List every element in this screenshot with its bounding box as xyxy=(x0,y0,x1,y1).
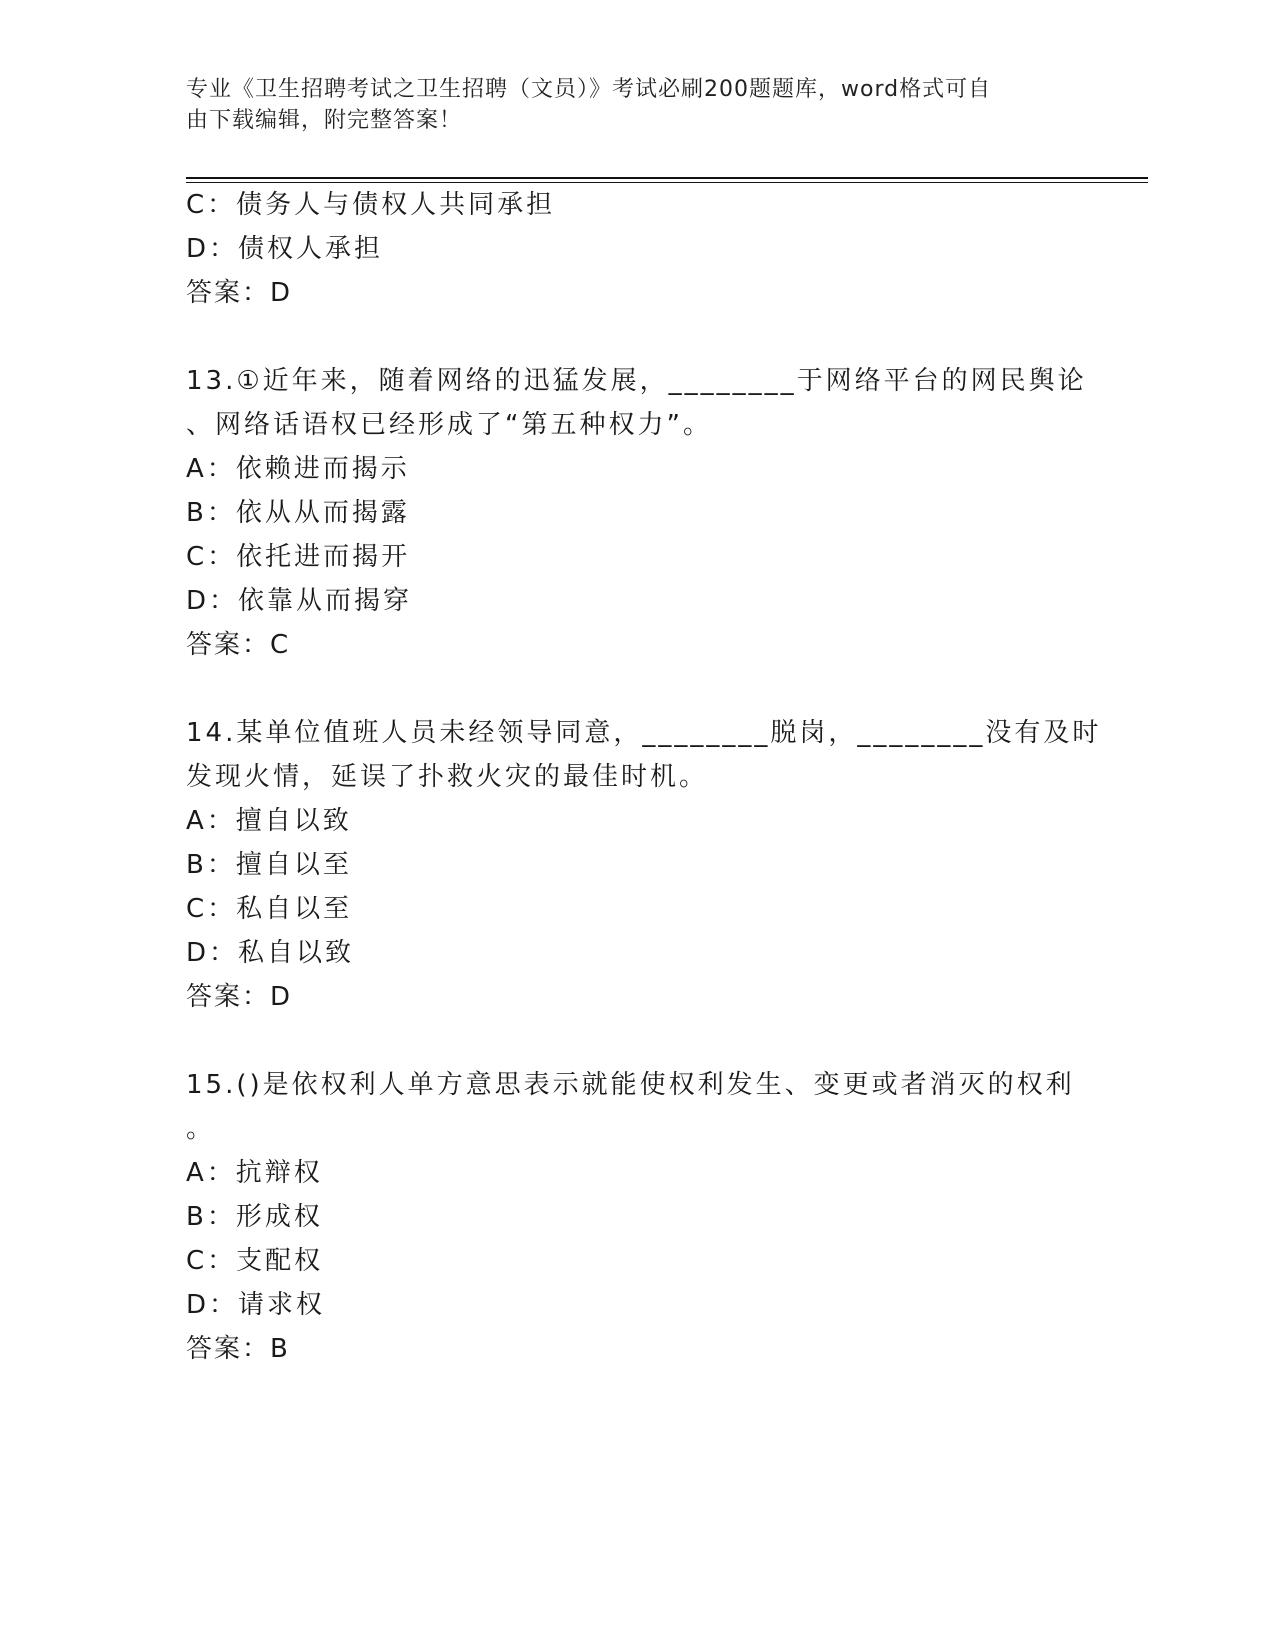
q15-answer: 答案：B xyxy=(186,1334,290,1364)
document-header xyxy=(186,74,1066,136)
q13-option-b: B：依从从而揭露 xyxy=(186,498,410,528)
q15-option-a: A：抗辩权 xyxy=(186,1158,323,1188)
q13-option-c: C：依托进而揭开 xyxy=(186,542,411,572)
q14-option-a: A：擅自以致 xyxy=(186,806,352,836)
header-line-2: 由下载编辑，附完整答案！ xyxy=(186,108,463,133)
q14-stem-line-2: 发现火情，延误了扑救火灾的最佳时机。 xyxy=(186,762,709,792)
q14-option-d: D：私自以致 xyxy=(186,938,355,968)
q15-stem-line-2: 。 xyxy=(186,1114,216,1144)
q14-answer: 答案：D xyxy=(186,982,293,1012)
q15-stem-line-1: 15.()是依权利人单方意思表示就能使权利发生、变更或者消灭的权利 xyxy=(186,1070,1075,1100)
q13-answer: 答案：C xyxy=(186,630,291,660)
q14-option-b: B：擅自以至 xyxy=(186,850,352,880)
q13-option-a: A：依赖进而揭示 xyxy=(186,454,410,484)
q15-option-c: C：支配权 xyxy=(186,1246,324,1276)
prev-answer: 答案：D xyxy=(186,278,293,308)
q13-option-d: D：依靠从而揭穿 xyxy=(186,586,413,616)
q13-stem-line-2: 、网络话语权已经形成了“第五种权力”。 xyxy=(186,410,712,440)
q15-option-b: B：形成权 xyxy=(186,1202,323,1232)
header-line-1: 专业《卫生招聘考试之卫生招聘（文员）》考试必刷200题题库，word格式可自 xyxy=(186,77,992,102)
header-divider-thick xyxy=(186,177,1148,179)
q14-option-c: C：私自以至 xyxy=(186,894,353,924)
q15-option-d: D：请求权 xyxy=(186,1290,326,1320)
header-divider-thin xyxy=(186,182,1148,183)
prev-option-d: D：债权人承担 xyxy=(186,234,384,264)
q13-stem-line-1: 13.①近年来，随着网络的迅猛发展，________于网络平台的网民舆论 xyxy=(186,366,1087,396)
prev-option-c: C：债务人与债权人共同承担 xyxy=(186,190,556,220)
q14-stem-line-1: 14.某单位值班人员未经领导同意，________脱岗，________没有及时 xyxy=(186,718,1102,748)
